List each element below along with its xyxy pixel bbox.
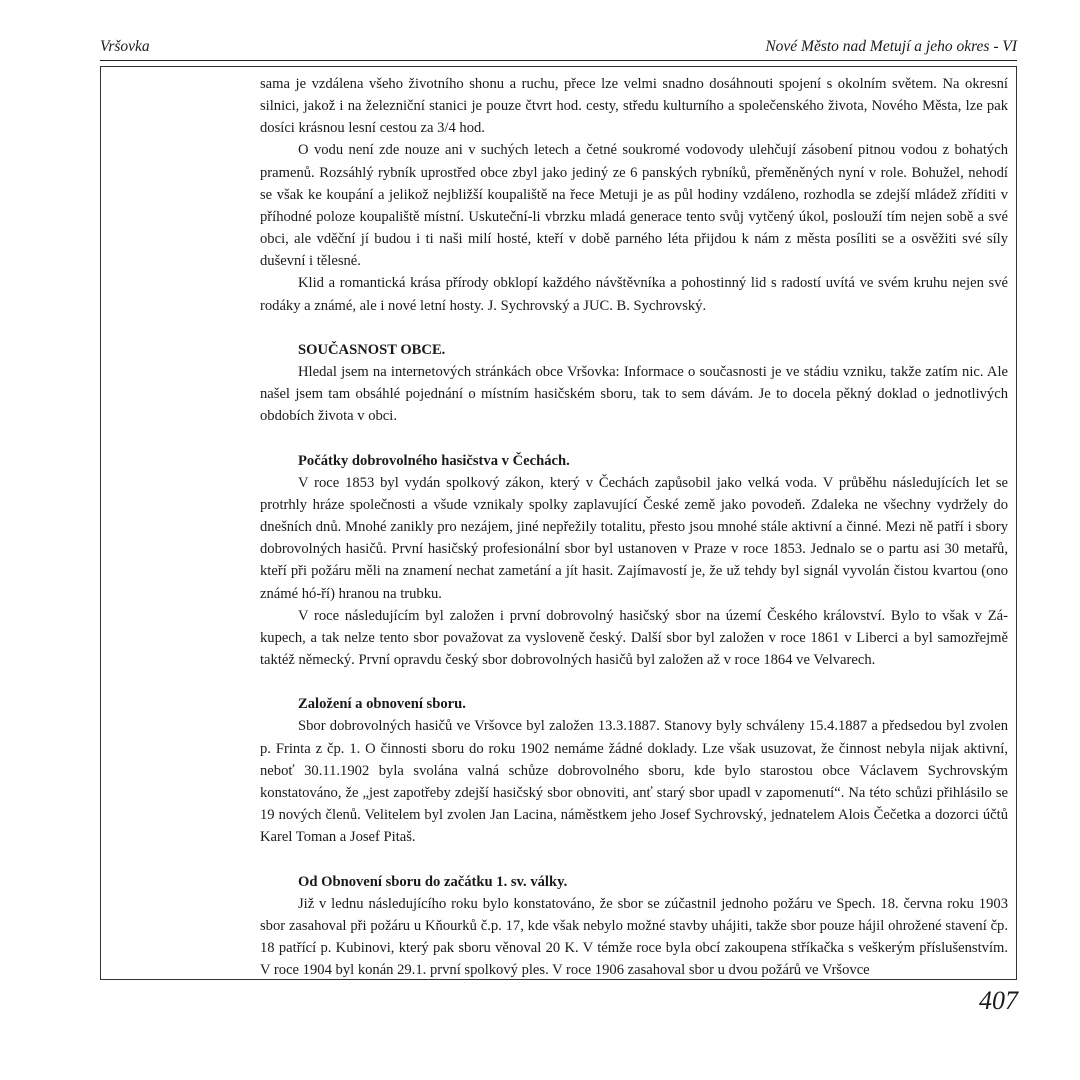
body-paragraph: Klid a romantická krása přírody obklopí každého návštěvníka a pohostinný lid s radostí uvítá ve svém kruhu nejen své rodáky a známé, ale i nové letní hosty. J. Sychrovský a JUC. B. Sychrovský.: [260, 275, 1008, 314]
paragraph-spacer: [260, 848, 1008, 870]
paragraph-spacer: [260, 671, 1008, 693]
body-paragraph: sama je vzdálena všeho životního shonu a ruchu, přece lze velmi snadno dosáhnouti spojení s okolním světem. Na okresní silnici, jakož i na železniční stanici je pouze čtvrt hod. cesty, středu kulturního a společenského života, Nového Města, lze pak dosíci krásnou lesní cestou za 3/4 hod.: [260, 76, 1008, 137]
body-paragraph: V roce 1853 byl vydán spolkový zákon, který v Čechách zapůsobil jako velká voda. V průběhu následujících let se protrhly hráze společnosti a všude vznikaly spolky zaplavující České země jako povodeň. Zdaleka ne všechny vydržely do dnešních dnů. Mnohé zanikly pro nezájem, jiné nepřežily totalitu, přesto jsou mnohé stále aktivní a činné. Mezi ně patří i sbory dobrovolných hasičů. První hasičský profesionální sbor byl ustanoven v Praze v roce 1853. Jednalo se o partu asi 30 metařů, kteří při požáru měli na znamení nechat zametání a jít hasit. Zajímavostí je, že už tehdy byl signál vyvolán čistou kvartou (ono známé hó-ří) hranou na trubku.: [260, 474, 1008, 602]
body-paragraph: Sbor dobrovolných hasičů ve Vršovce byl založen 13.3.1887. Stanovy byly schváleny 15.4.1887 a předsedou byl zvolen p. Frinta z čp. 1. O činnosti sboru do roku 1902 nemáme žádné doklady. Lze však usuzovat, že činnost nebyla nijak aktivní, neboť 30.11.1902 byla svolána valná schůze dobrovolného sboru, kde bylo starostou obce Václavem Sychrovským konstatováno, že „jest zapotřeby zdejší hasičský sbor obnoviti, anť starý sbor upadl v zapomenutí“. Na této schůzi přihlásilo se 19 nových členů. Velitelem byl zvolen Jan Lacina, náměstkem jeho Josef Sychrovský, jednatelem Alois Čečetka a dozorci účtů Karel Toman a Josef Pitaš.: [260, 718, 1008, 846]
header-divider: [100, 60, 1017, 61]
header-book-title: Nové Město nad Metují a jeho okres - VI: [765, 38, 1017, 55]
body-paragraph: O vodu není zde nouze ani v suchých letech a četné soukromé vodovody ulehčují zásobení pitnou vodou z bohatých pramenů. Rozsáhlý rybník uprostřed obce zbyl jako jediný ze 6 panských rybníků, přeměněných nyní v role. Bohužel, nehodí se však ke koupání a jelikož nejbližší koupaliště na řece Metuji je as půl hodiny vzdáleno, rozhodla se zdejší mládež zříditi v příhodné poloze koupaliště místní. Uskuteční-li vbrzku mladá generace tento svůj vytčený úkol, poslouží tím nejen sobě a své obci, ale vděční jí budou i ti naši milí hosté, kteří v době parného léta přijdou k nám z města posíliti se a osvěžiti své síly duševní i tělesné.: [260, 142, 1008, 270]
section-heading: Počátky dobrovolného hasičstva v Čechách.: [298, 452, 570, 469]
section-heading: SOUČASNOST OBCE.: [298, 341, 446, 358]
paragraph-spacer: [260, 317, 1008, 339]
page-number: 407: [979, 986, 1018, 1015]
body-paragraph: Již v lednu následujícího roku bylo konstatováno, že sbor se zúčastnil jednoho požáru ve Spech. 18. června roku 1903 sbor zasahoval při požáru u Kňourků č.p. 17, kde však nebylo možné stavby uhájiti, takže sbor pouze hájil ohrožené stavení čp. 18 patřící p. Kubinovi, který pak sboru věnoval 20 K. V témže roce byla obcí zakoupena stříkačka s veškerým příslušenstvím. V roce 1904 byl konán 29.1. první spolkový ples. V roce 1906 zasahoval sbor u dvou požárů ve Vršovce: [260, 895, 1008, 979]
section-heading: Od Obnovení sboru do začátku 1. sv. války.: [298, 873, 568, 890]
section-heading: Založení a obnovení sboru.: [298, 696, 466, 713]
text-column: [260, 73, 1008, 981]
header-chapter-title: Vršovka: [100, 38, 150, 55]
body-paragraph: Hledal jsem na internetových stránkách obce Vršovka: Informace o současnosti je ve stádiu vzniku, takže zatím nic. Ale našel jsem tam obsáhlé pojednání o místním hasičském sboru, tak to sem dávám. Je to docela pěkný doklad o jednotlivých obdobích života v obci.: [260, 364, 1008, 425]
running-header: [100, 38, 1017, 56]
body-paragraph: V roce následujícím byl založen i první dobrovolný hasičský sbor na území Českého království. Bylo to však v Zákupech, a tak nelze tento sbor považovat za vysloveně český. Další sbor byl založen v roce 1861 v Liberci a byl samozřejmě taktéž německý. První opravdu český sbor dobrovolných hasičů byl založen až v roce 1864 ve Velvarech.: [260, 607, 1008, 669]
paragraph-spacer: [260, 427, 1008, 449]
